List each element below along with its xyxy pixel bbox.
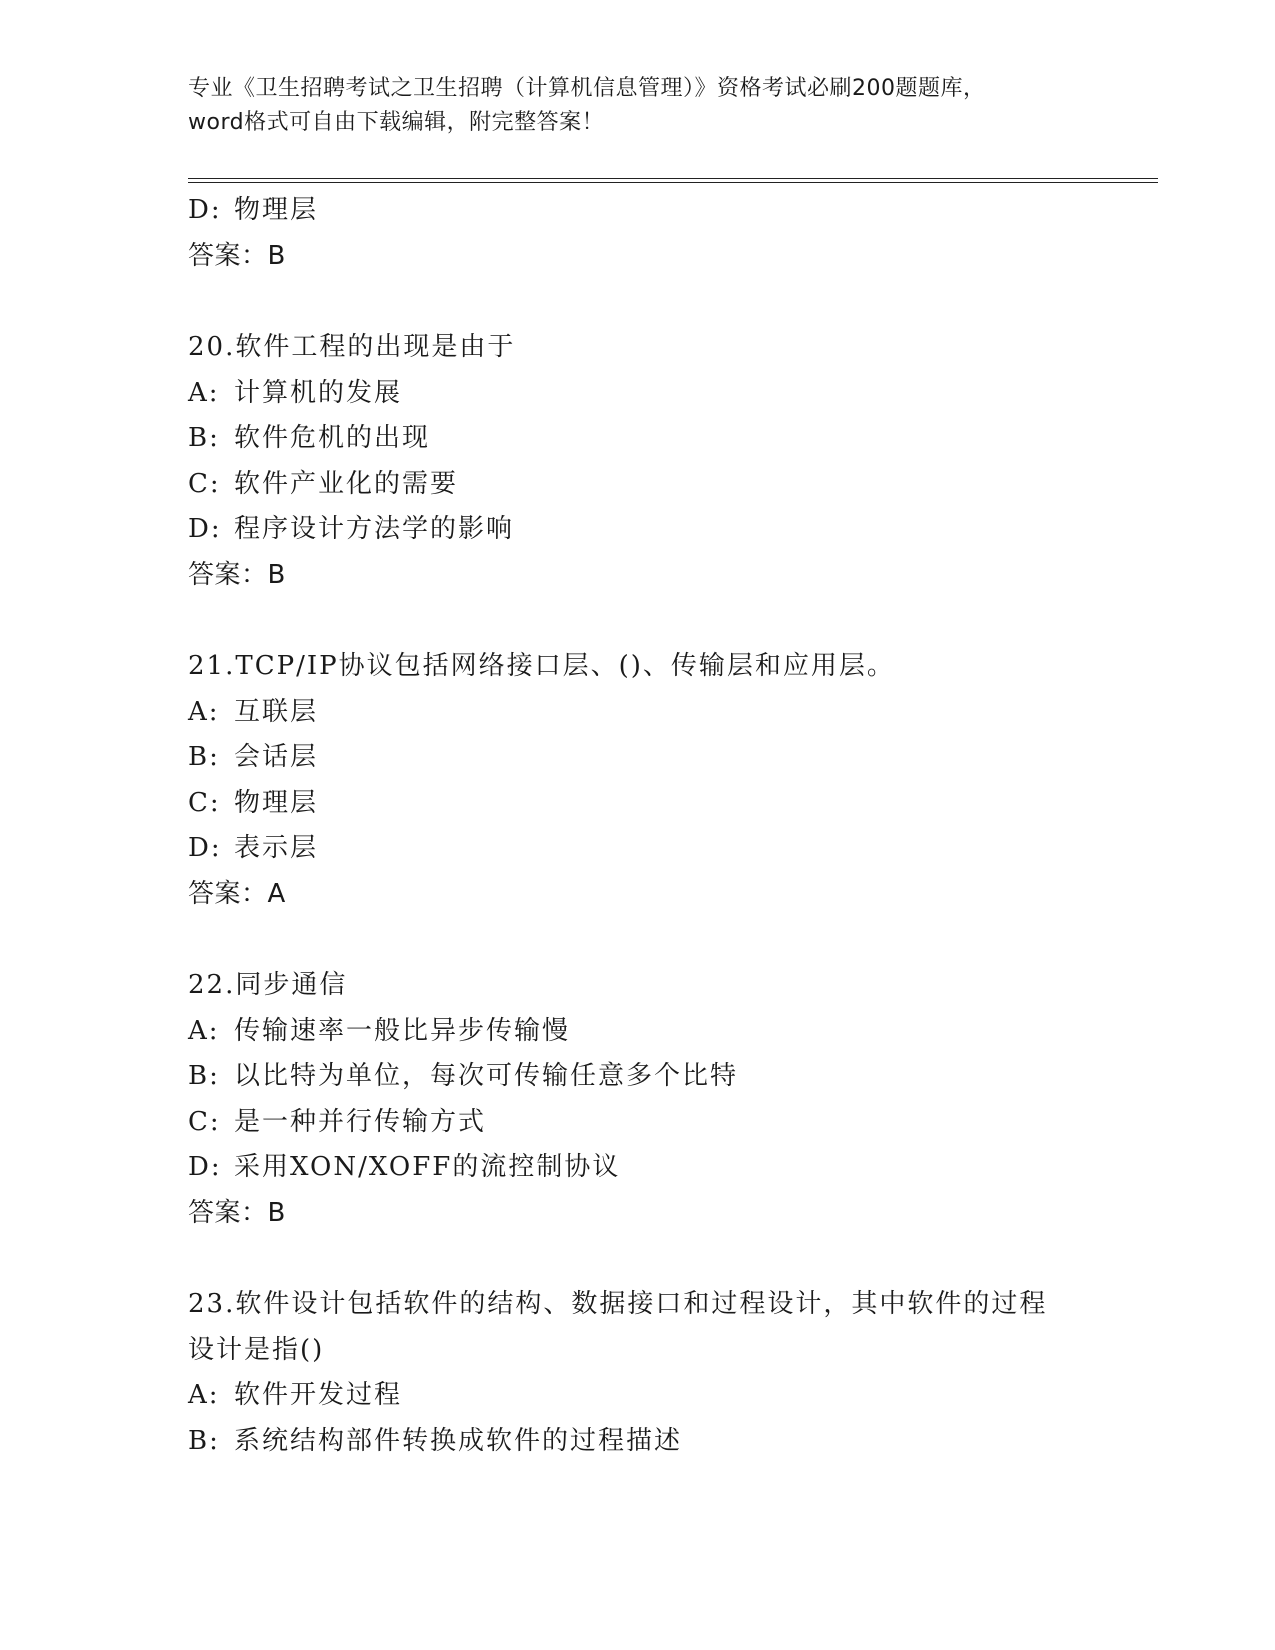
option-b: B: 会话层: [188, 742, 319, 772]
question-stem-22: 22.同步通信: [188, 970, 348, 1000]
option-c: C: 软件产业化的需要: [188, 468, 459, 499]
question-stem-20: 20.软件工程的出现是由于: [188, 332, 516, 362]
header-divider: [188, 178, 1158, 183]
answer: 答案：B: [188, 559, 286, 590]
option-b: B: 以比特为单位，每次可传输任意多个比特: [188, 1061, 739, 1091]
option-a: A: 计算机的发展: [188, 377, 403, 408]
option-d: D: 采用XON/XOFF的流控制协议: [188, 1152, 621, 1182]
answer: 答案：B: [188, 1197, 286, 1228]
question-stem-21: 21.TCP/IP协议包括网络接口层、()、传输层和应用层。: [188, 651, 895, 681]
document-header: [188, 72, 1088, 140]
option-d: D: 表示层: [188, 833, 319, 863]
option-c: C: 是一种并行传输方式: [188, 1106, 487, 1137]
option-c: C: 物理层: [188, 787, 319, 818]
question-stem-23: 23.软件设计包括软件的结构、数据接口和过程设计，其中软件的过程设计是指(): [188, 1289, 1048, 1365]
option-d: D: 程序设计方法学的影响: [188, 514, 515, 544]
option-a: A: 软件开发过程: [188, 1380, 403, 1410]
answer: 答案：A: [188, 878, 286, 909]
option-a: A: 传输速率一般比异步传输慢: [188, 1015, 571, 1046]
question-list: [188, 188, 1088, 1464]
answer: 答案：B: [188, 240, 286, 271]
option-a: A: 互联层: [188, 696, 319, 727]
option-b: B: 系统结构部件转换成软件的过程描述: [188, 1425, 683, 1456]
option-d: D: 物理层: [188, 195, 319, 225]
header-line-1: 专业《卫生招聘考试之卫生招聘（计算机信息管理）》资格考试必刷200题题库，: [188, 76, 986, 101]
option-b: B: 软件危机的出现: [188, 423, 431, 453]
header-line-2: word格式可自由下载编辑，附完整答案！: [188, 110, 605, 135]
